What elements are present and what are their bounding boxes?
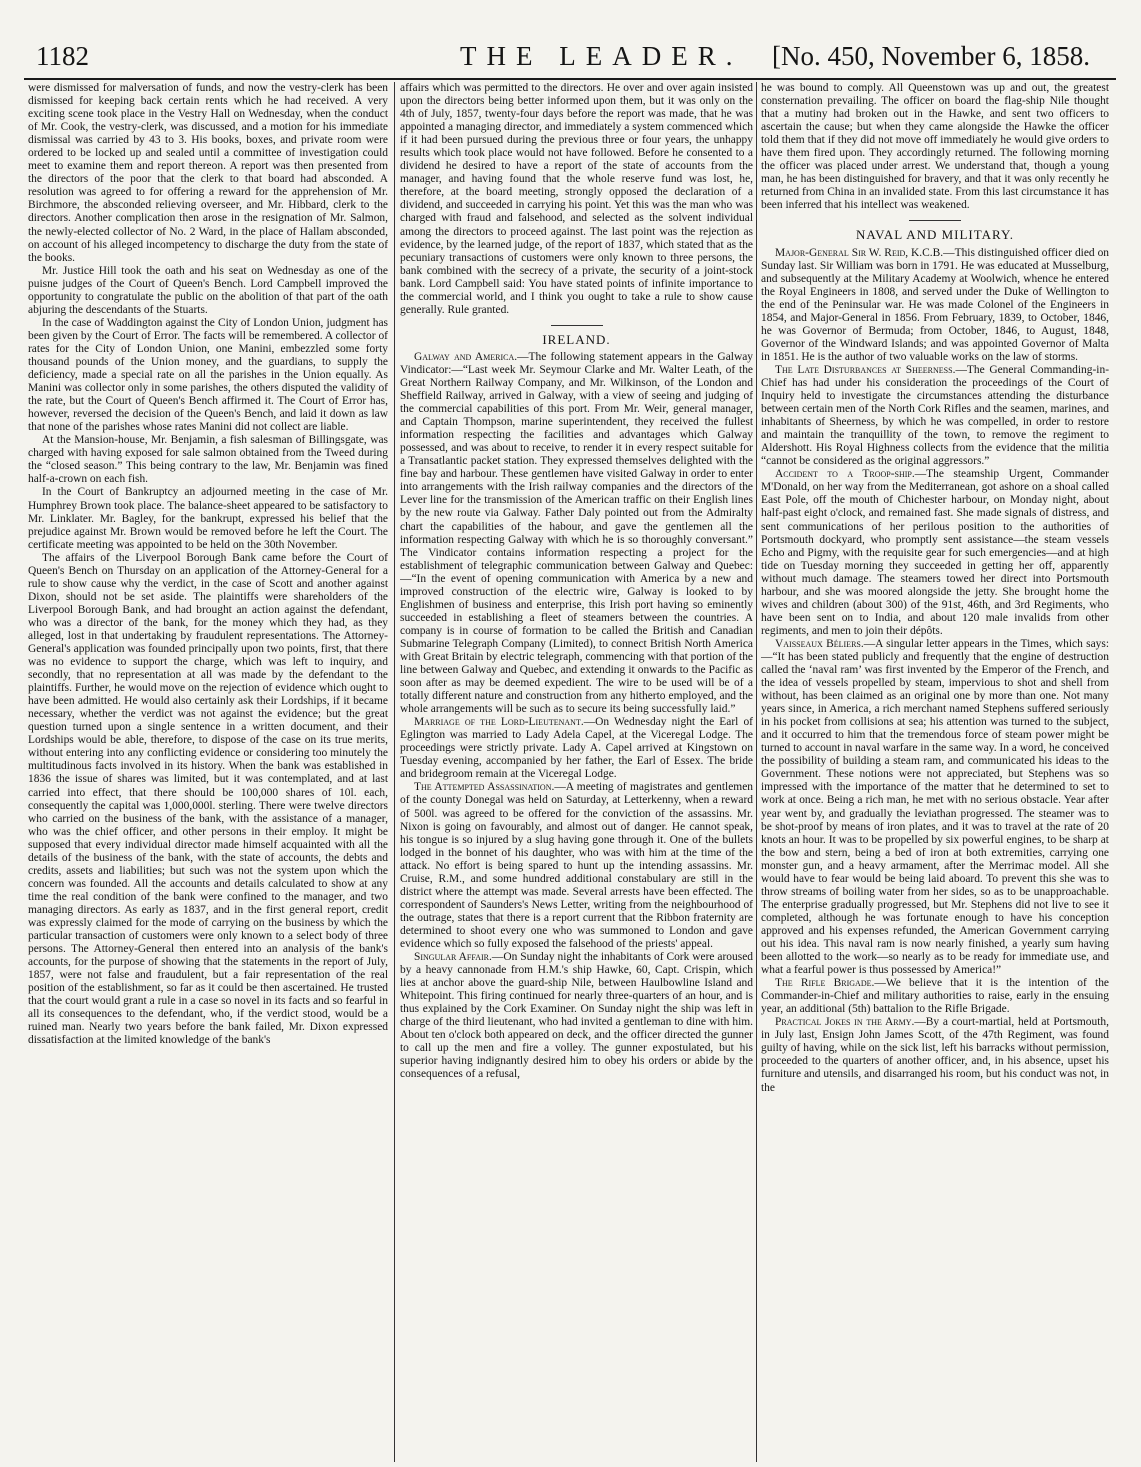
article-paragraph: [761, 364, 1109, 468]
column-divider: [756, 82, 757, 1462]
column-2: [400, 82, 753, 1462]
item-text: —This distinguished officer died on Sunday last. Sir William was born in 1791. He was educated at Musselburg, and subsequently at the Military Academy at Woolwich, whence he entered the Royal Engineers in 1808, and served under the Duke of Wellington to the end of the Peninsular war. He was made Colonel of the Engineers in 1854, and Major-General in 1856. From February, 1839, to October, 1846, he was Governor of Bermuda; from October, 1846, to August, 1848, Governor of the Windward Islands; and was appointed Governor of Malta in 1851. He is the author of two valuable works on the law of storms.: [761, 246, 1109, 363]
item-lead: The Attempted Assassination.: [414, 781, 555, 794]
section-heading-naval-military: NAVAL AND MILITARY.: [856, 227, 1014, 243]
article-paragraph: The affairs of the Liverpool Borough Bank came before the Court of Queen's Bench on Thursday on an application of the Attorney-General for a rule to show cause why the verdict, in the case of Scott and another against Dixon, should not be set aside. The plaintiffs were shareholders of the Liverpool Borough Bank, and had brought an action against the defendant, who was a director of the bank, for the money which they had, as they alleged, lost in that undertaking by fraudulent representations. The Attorney-General's application was founded principally upon two points, first, that there was no evidence to support the charge, which was left to inquiry, and secondly, that no representation at all was made by the defendant to the plaintiffs. Further, he would move on the rejection of evidence which ought to have been admitted. He would also certainly ask their Lordships, if it became necessary, whether the verdict was not against the evidence; but the great question turned upon a single sentence in a written document, and their Lordships would be able, therefore, to dispose of the case on its true merits, without entering into any conflicting evidence or considering too minutely the multitudinous facts involved in its history. When the bank was established in 1836 the issue of shares was limited, but it was contemplated, and at last carried into effect, that there should be 100,000 shares of 10l. each, consequently the capital was 1,000,000l. sterling. There were twelve directors who carried on the business of the bank, with the assistance of a manager, who was the chief officer, and other persons in their employ. It might be supposed that every individual director made himself acquainted with all the details of the business of the bank, with the state of accounts, the debts and credits, assets and liabilities; but such was not the system upon which the concern was founded. All the accounts and details calculated to show at any time the real condition of the bank were confined to the manager, and two managing directors. As early as 1837, and in the first general report, credit was expressly claimed for the mode of carrying on the business by which the particular transaction of customers were only known to a select body of three persons. The Attorney-General then entered into an analysis of the bank's accounts, for the purpose of showing that the statements in the report of July, 1857, were not false and fraudulent, but a fair representation of the real position of the establishment, so far as it could be then ascertained. He trusted that the court would grant a rule in a case so novel in its facts and so fearful in all its consequences to the defendant, who, if the verdict stood, would be a ruined man. Nearly two years before the bank failed, Mr. Dixon expressed dissatisfaction at the limited knowledge of the bank's: [28, 551, 388, 1047]
item-text: —A meeting of magistrates and gentlemen of the county Donegal was held on Saturday, at Letterkenny, when a reward of 500l. was agreed to be offered for the conviction of the assassins. Mr. Nixon is going on favourably, and almost out of danger. He cannot speak, his tongue is so injured by a slug having gone through it. One of the bullets lodged in the bonnet of his daughter, who was with him at the time of the attack. No effort is being spared to hunt up the intending assassins. Mr. Cruise, R.M., and some hundred additional constabulary are still in the district where the attempt was made. Several arrests have been effected. The correspondent of Saunders's News Letter, writing from the neighbourhood of the outrage, states that there is a report current that the Ribbon fraternity are determined to shoot every one who was summoned to London and gave evidence which so fully exposed the falsehood of the priests' appeal.: [400, 781, 753, 950]
item-text: —We believe that it is the intention of the Commander-in-Chief and military authorities to raise, early in the ensuing year, an additional (5th) battalion to the Rifle Brigade.: [761, 977, 1109, 1016]
item-lead: The Rifle Brigade.: [775, 977, 875, 990]
item-text: —A singular letter appears in the Times, which says:—“It has been stated publicly and frequently that the engine of destruction called the ‘naval ram’ was first invented by the Emperor of the French, and the idea of vessels propelled by steam, impervious to shot and shell from without, has been claimed as an original one by more than one. Not many years since, in America, a rich merchant named Stephens suffered seriously in his pocket from collisions at sea; his attention was turned to the subject, and it occurred to him that the tremendous force of steam power might be turned to account in naval warfare in the same way. In a word, he conceived the possibility of building a steam ram, and communicated his ideas to the Government. These notions were not appreciated, but Stephens was so impressed with the importance of the matter that he determined to set to work at once. Being a rich man, he met with no serious obstacle. Year after year went by, and gradually the leviathan progressed. The steamer was to be shot-proof by means of iron plates, and it was to travel at the rate of 20 knots an hour. It was to be propelled by six powerful engines, to be sharp at the bow and stern, being a bed of iron at both extremities, carrying one monster gun, and a heavy armament, after the Merrimac model. All she would have to fear would be being laid aboard. To prevent this she was to throw streams of boiling water from her sides, so as to be unapproachable. The enterprise gradually progressed, but Mr. Stephens did not live to see it completed, although he was fortunate enough to have his conception approved and his expenses refunded, the American Government carrying out his idea. This naval ram is now nearly finished, a yearly sum having been allotted to the work—so nearly as to be ready for immediate use, and what a fearful power is thus possessed by America!”: [761, 637, 1109, 977]
section-rule: [551, 325, 603, 326]
article-paragraph: [761, 1016, 1109, 1094]
item-lead: Marriage of the Lord-Lieutenant.: [414, 716, 584, 729]
column-3: [761, 82, 1109, 1462]
article-paragraph: he was bound to comply. All Queenstown was up and out, the greatest consternation prevailing. The officer on board the flag-ship Nile thought that a mutiny had broken out in the Hawke, and sent two officers to ascertain the cause; but when they came alongside the Hawke the officer told them that if they did not move off immediately he would give orders to have them fired upon. They accordingly returned. The following morning the officer was placed under arrest. We understand that, though a young man, he has been distinguished for bravery, and that it was only recently he returned from China in an invalided state. From this last circumstance it has been inferred that his intellect was weakened.: [761, 82, 1109, 212]
newspaper-title: THE LEADER.: [460, 41, 743, 71]
section-heading-ireland: IRELAND.: [542, 331, 611, 347]
issue-info: [No. 450, November 6, 1858.: [772, 41, 1090, 71]
section-rule: [909, 220, 961, 221]
item-lead: Practical Jokes in the Army.: [775, 1016, 915, 1029]
item-lead: Accident to a Troop-ship.: [775, 468, 915, 481]
item-text: —The steamship Urgent, Commander M'Donald, on her way from the Mediterranean, got ashore on a shoal called East Pole, off the mouth of Chichester harbour, on Monday night, about half-past eight o'clock, and remained fast. She made signals of distress, and sent communications of her perilous position to the authorities of Portsmouth dockyard, who promptly sent assistance—the steam vessels Echo and Pigmy, with the requisite gear for such emergencies—and at high tide on Tuesday morning they succeeded in getting her off, apparently without much damage. The steamers towed her direct into Portsmouth harbour, and she was moored alongside the jetty. She brought home the wives and children (about 300) of the 91st, 46th, and 3rd Regiments, who have been sent on to India, and about 120 male invalids from other regiments, and men to join their dépôts.: [761, 468, 1109, 637]
article-paragraph: [761, 977, 1109, 1016]
article-paragraph: Mr. Justice Hill took the oath and his seat on Wednesday as one of the puisne judges of the Court of Queen's Bench. Lord Campbell improved the opportunity to congratulate the public on the abolition of that part of the oath abjuring the descendants of the Stuarts.: [28, 264, 388, 316]
item-text: —On Sunday night the inhabitants of Cork were aroused by a heavy cannonade from H.M.'s ship Hawke, 60, Capt. Crispin, which lies at anchor above the guard-ship Nile, between Haulbowline Island and Whitepoint. This firing continued for nearly three-quarters of an hour, and is thus explained by the Cork Examiner. On Sunday night the ship was left in charge of the third lieutenant, who had invited a gentleman to dine with him. About ten o'clock both appeared on deck, and the officer directed the gunner to call up the men and fire a volley. The gunner expostulated, but his superior having indignantly desired him to obey his orders or abide by the consequences of a refusal,: [400, 951, 753, 1081]
article-paragraph: were dismissed for malversation of funds, and now the vestry-clerk has been dismissed for keeping back certain rents which he had received. A very exciting scene took place in the Vestry Hall on Wednesday, when the conduct of Mr. Cook, the vestry-clerk, was discussed, and a motion for his immediate dismissal was carried by 43 to 3. His books, boxes, and private room were ordered to be locked up and sealed until a committee of investigation could meet to examine them and report thereon. A report was then presented from the directors of the poor that the clerk to that board had absconded. A resolution was agreed to for offering a reward for the apprehension of Mr. Birchmore, the absconded relieving overseer, and Mr. Hibbard, clerk to the directors. Another complication then arose in the resignation of Mr. Salmon, the newly-elected collector of No. 2 Ward, in the place of Hallam absconded, on account of his alleged incompetency to discharge the duty from the state of the books.: [28, 82, 388, 264]
article-paragraph: [400, 716, 753, 781]
article-paragraph: [761, 247, 1109, 364]
article-paragraph: affairs which was permitted to the directors. He over and over again insisted upon the directors being better informed upon them, but it was only on the 4th of July, 1857, twenty-four days before the report was made, that he was appointed a managing director, and immediately a system commenced which if it had been pursued during the previous three or four years, the unhappy results which took place would not have followed. Before he consented to a dividend he desired to have a report of the state of accounts from the manager, and having found that the whole reserve fund was lost, he, therefore, at the board meeting, strongly opposed the declaration of a dividend, and succeeded in carrying his point. Yet this was the man who was charged with fraud and falsehood, and selected as the solvent individual among the directors to proceed against. The last point was the rejection as evidence, by the learned judge, of the report of 1837, which stated that as the pecuniary transactions of customers were only known to three persons, the bank combined with the secrecy of a private, the security of a joint-stock bank. Lord Campbell said: You have stated points of infinite importance to the commercial world, and I think you ought to take a rule to show cause generally. Rule granted.: [400, 82, 753, 316]
article-paragraph: [400, 351, 753, 716]
column-1: [28, 82, 388, 1462]
item-lead: The Late Disturbances at Sheerness.: [775, 363, 956, 376]
article-paragraph: In the case of Waddington against the City of London Union, judgment has been given by the Court of Error. The facts will be remembered. A collector of rates for the City of London Union, one Manini, embezzled some forty thousand pounds of the Union money, and the guardians, to supply the deficiency, made a special rate on all the parishes in the Union equally. As Manini was collector only in some parishes, the others disputed the validity of the rate, but the Court of Queen's Bench affirmed it. The Court of Error has, however, reversed the decision of the Queen's Bench, and laid it down as law that none of the parishes whose rates Manini did not collect are liable.: [28, 316, 388, 434]
article-paragraph: [400, 951, 753, 1081]
page-number: 1182: [36, 41, 89, 71]
item-lead: Singular Affair.: [414, 951, 492, 964]
article-paragraph: [400, 781, 753, 951]
article-paragraph: At the Mansion-house, Mr. Benjamin, a fish salesman of Billingsgate, was charged with having exposed for sale salmon obtained from the Tweed during the “closed season.” This being contrary to the law, Mr. Benjamin was fined half-a-crown on each fish.: [28, 434, 388, 486]
item-text: —The General Commanding-in-Chief has had under his consideration the proceedings of the Court of Inquiry held to investigate the circumstances attending the disturbance between certain men of the North Cork Rifles and the seamen, marines, and inhabitants of Sheerness, by which he was compelled, in order to restore and maintain the tranquillity of the town, to remove the regiment to Aldershott. His Royal Highness collects from the evidence that the militia “cannot be considered as the original aggressors.”: [761, 363, 1109, 468]
item-lead: Major-General Sir W. Reid, K.C.B.: [775, 246, 944, 259]
article-paragraph: In the Court of Bankruptcy an adjourned meeting in the case of Mr. Humphrey Brown took place. The balance-sheet appeared to be satisfactory to Mr. Linklater. Mr. Bagley, for the bankrupt, expressed his belief that the prejudice against Mr. Brown would be removed before he left the Court. The certificate meeting was appointed to be held on the 30th November.: [28, 486, 388, 551]
article-paragraph: [761, 638, 1109, 977]
item-text: —By a court-martial, held at Portsmouth, in July last, Ensign John James Scott, of the 47th Regiment, was found guilty of having, while on the sick list, left his barracks without permission, proceeded to the quarters of another officer, and, in his absence, upset his furniture and utensils, and disarranged his room, but his conduct was not, in the: [761, 1016, 1109, 1094]
article-paragraph: [761, 468, 1109, 638]
masthead: [24, 38, 1116, 80]
item-text: —On Wednesday night the Earl of Eglington was married to Lady Adela Capel, at the Viceregal Lodge. The proceedings were strictly private. Lady A. Capel arrived at Kingstown on Tuesday evening, accompanied by her father, the Earl of Essex. The bride and bridegroom remain at the Viceregal Lodge.: [400, 716, 753, 781]
item-lead: Galway and America.: [414, 350, 518, 363]
item-lead: Vaisseaux Béliers.: [775, 637, 864, 650]
item-text: —The following statement appears in the Galway Vindicator:—“Last week Mr. Seymour Clarke and Mr. Walter Leath, of the Great Northern Railway Company, and Mr. Wilkinson, of the London and Sheffield Railway, arrived in Galway, with a view of seeing and judging of the commercial capabilities of this port. From Mr. Weir, general manager, and Captain Thompson, marine superintendent, they received the fullest information respecting the facilities and advantages which Galway possessed, and was about to receive, to render it in every respect suitable for a Transatlantic packet station. They expressed themselves delighted with the fine bay and harbour. These gentlemen have visited Galway in order to enter into arrangements with the Irish railway companies and the directors of the Lever line for the transmission of the American traffic on their English lines by the new route via Galway. Father Daly pointed out from the Admiralty chart the capabilities of the habour, and gave the gentlemen all the information respecting Galway with which he is so thoroughly conversant.” The Vindicator contains information respecting a project for the establishment of telegraphic communication between Galway and Quebec:—“In the event of opening communication with America by a new and improved construction of the electric wire, Galway is looked to by Englishmen of business and enterprise, this Irish port having so eminently succeeded in establishing a fleet of steamers between the countries. A company is in course of formation to be called the British and Canadian Submarine Telegraph Company (Limited), to connect British North America with Great Britain by electric telegraph, commencing with that portion of the line between Galway and Quebec, and extending it onwards to the Pacific as soon after as may be deemed expedient. The wire to be used will be of a totally different nature and construction from any hitherto employed, and the whole arrangements will be such as to secure its being successfully laid.”: [400, 350, 753, 716]
column-divider: [394, 82, 395, 1462]
